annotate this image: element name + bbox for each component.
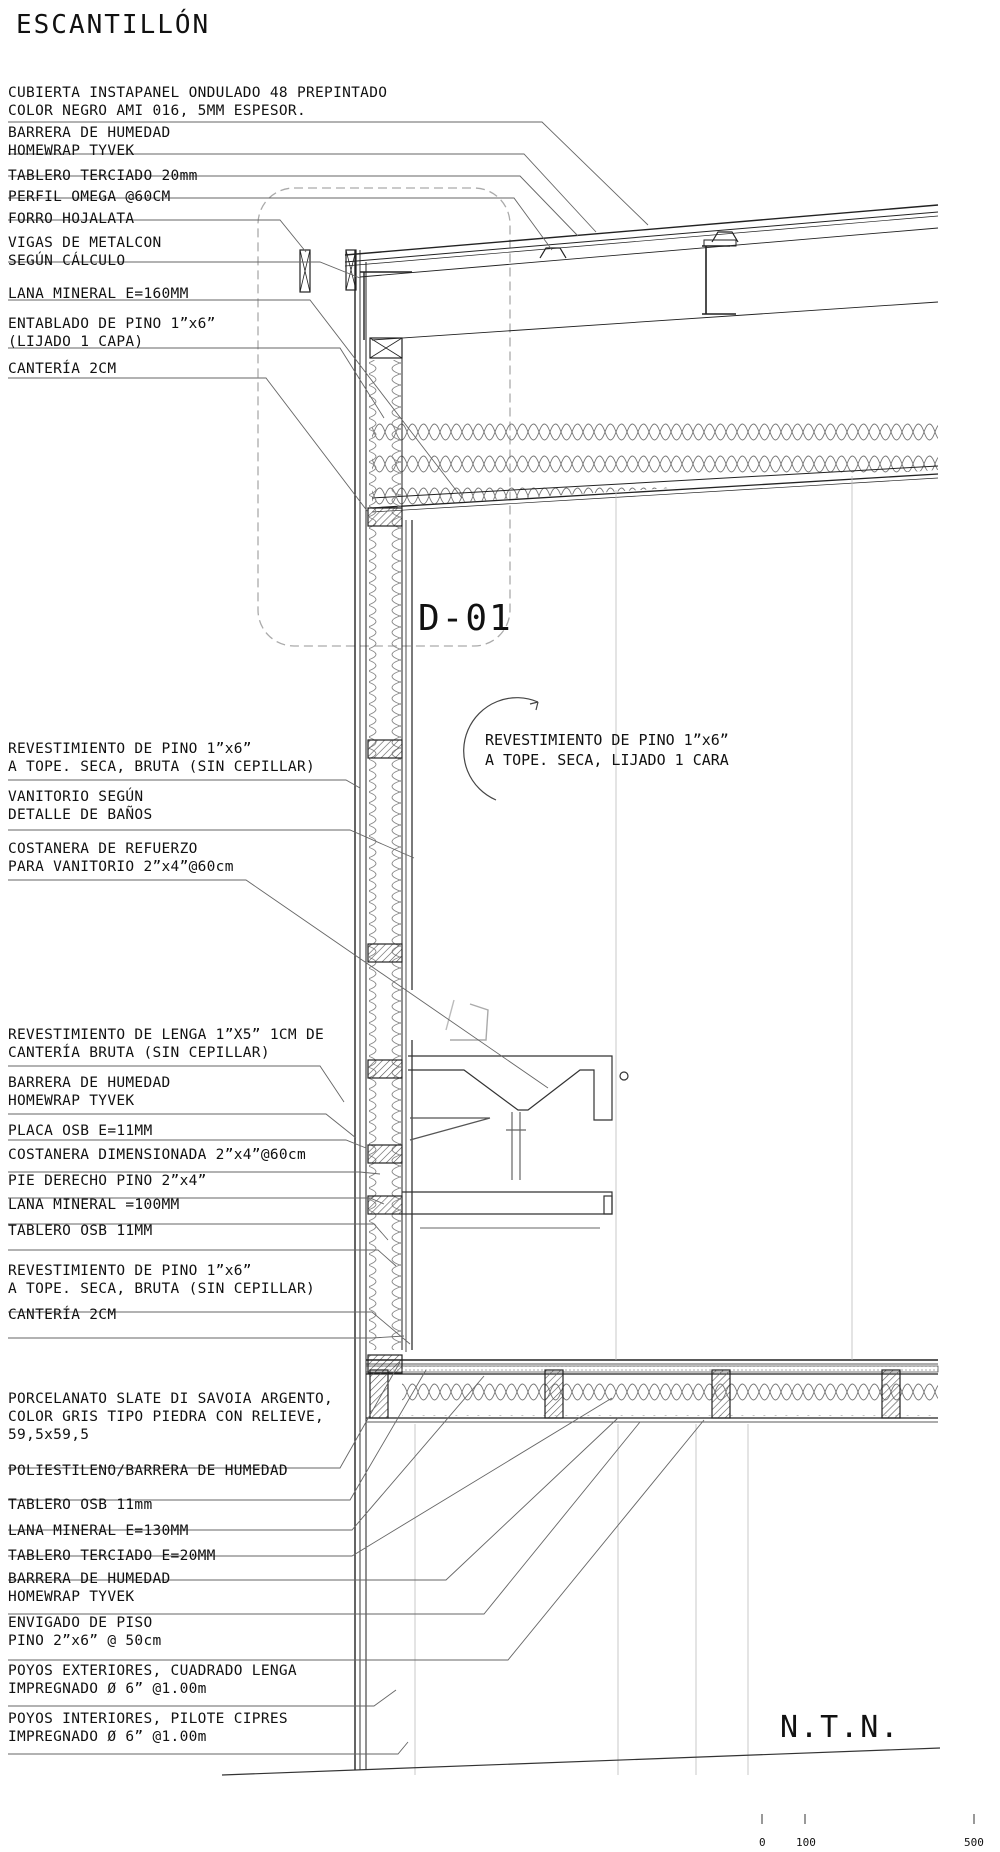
label-tin-flashing: FORRO HOJALATA bbox=[8, 211, 135, 227]
label-pine-boarding: ENTABLADO DE PINO 1”x6” (LIJADO 1 CAPA) bbox=[8, 316, 216, 350]
label-roof-plywood: TABLERO TERCIADO 20mm bbox=[8, 168, 198, 184]
label-wall-moisture-barrier: BARRERA DE HUMEDAD HOMEWRAP TYVEK bbox=[8, 1075, 171, 1109]
label-floor-joists: ENVIGADO DE PISO PINO 2”x6” @ 50cm bbox=[8, 1615, 162, 1649]
label-exterior-piers: POYOS EXTERIORES, CUADRADO LENGA IMPREGNADO Ø 6” @1.00m bbox=[8, 1663, 297, 1697]
label-vanity: VANITORIO SEGÚN DETALLE DE BAÑOS bbox=[8, 789, 153, 823]
detail-reference: D-01 bbox=[418, 598, 513, 639]
label-wall-osb: TABLERO OSB 11MM bbox=[8, 1223, 153, 1239]
label-floor-mineral-wool: LANA MINERAL E=130MM bbox=[8, 1523, 189, 1539]
label-pine-stud: PIE DERECHO PINO 2”x4” bbox=[8, 1173, 207, 1189]
label-polyethylene: POLIESTILENO/BARRERA DE HUMEDAD bbox=[8, 1463, 288, 1479]
floor-insulation bbox=[402, 1380, 938, 1416]
roof-assembly bbox=[300, 205, 938, 358]
label-dimensioned-batten: COSTANERA DIMENSIONADA 2”x4”@60cm bbox=[8, 1147, 306, 1163]
scale-tick-0: 0 bbox=[759, 1836, 766, 1849]
label-interior-piers: POYOS INTERIORES, PILOTE CIPRES IMPREGNADO Ø 6” @1.00m bbox=[8, 1711, 288, 1745]
label-wall-mineral-wool: LANA MINERAL =100MM bbox=[8, 1197, 180, 1213]
scale-bar bbox=[762, 1814, 974, 1824]
scale-tick-500: 500 bbox=[964, 1836, 984, 1849]
reference-lines bbox=[415, 476, 852, 1775]
label-floor-osb: TABLERO OSB 11mm bbox=[8, 1497, 153, 1513]
label-lenga-cladding: REVESTIMIENTO DE LENGA 1”X5” 1CM DE CANTERÍA BRUTA (SIN CEPILLAR) bbox=[8, 1027, 325, 1061]
label-omega-profile: PERFIL OMEGA @60CM bbox=[8, 189, 171, 205]
label-roof-moisture-barrier: BARRERA DE HUMEDAD HOMEWRAP TYVEK bbox=[8, 125, 171, 159]
cladding-note: REVESTIMIENTO DE PINO 1”x6” A TOPE. SECA, LIJADO 1 CARA bbox=[485, 731, 729, 769]
ground-level-label: N.T.N. bbox=[780, 1710, 901, 1745]
drawing-title: ESCANTILLÓN bbox=[16, 10, 211, 40]
label-groove-2cm-top: CANTERÍA 2CM bbox=[8, 361, 117, 377]
label-vanity-reinforcement: COSTANERA DE REFUERZO PARA VANITORIO 2”x4”@60cm bbox=[8, 841, 234, 875]
label-floor-plywood: TABLERO TERCIADO E=20MM bbox=[8, 1548, 216, 1564]
label-roof-mineral-wool: LANA MINERAL E=160MM bbox=[8, 286, 189, 302]
label-metalcon-beams: VIGAS DE METALCON SEGÚN CÁLCULO bbox=[8, 235, 162, 269]
label-pine-cladding-lower: REVESTIMIENTO DE PINO 1”x6” A TOPE. SECA, BRUTA (SIN CEPILLAR) bbox=[8, 1263, 316, 1297]
label-floor-moisture-barrier: BARRERA DE HUMEDAD HOMEWRAP TYVEK bbox=[8, 1571, 171, 1605]
ground-line bbox=[222, 1748, 940, 1775]
vanity-unit bbox=[402, 1000, 628, 1228]
label-roof-panel: CUBIERTA INSTAPANEL ONDULADO 48 PREPINTADO COLOR NEGRO AMI 016, 5MM ESPESOR. bbox=[8, 85, 388, 119]
label-osb-plate: PLACA OSB E=11MM bbox=[8, 1123, 153, 1139]
label-porcelain-tile: PORCELANATO SLATE DI SAVOIA ARGENTO, COLOR GRIS TIPO PIEDRA CON RELIEVE, 59,5x59,5 bbox=[8, 1391, 334, 1443]
scale-tick-100: 100 bbox=[796, 1836, 816, 1849]
label-pine-cladding-upper: REVESTIMIENTO DE PINO 1”x6” A TOPE. SECA, BRUTA (SIN CEPILLAR) bbox=[8, 741, 316, 775]
label-groove-2cm-bottom: CANTERÍA 2CM bbox=[8, 1307, 117, 1323]
